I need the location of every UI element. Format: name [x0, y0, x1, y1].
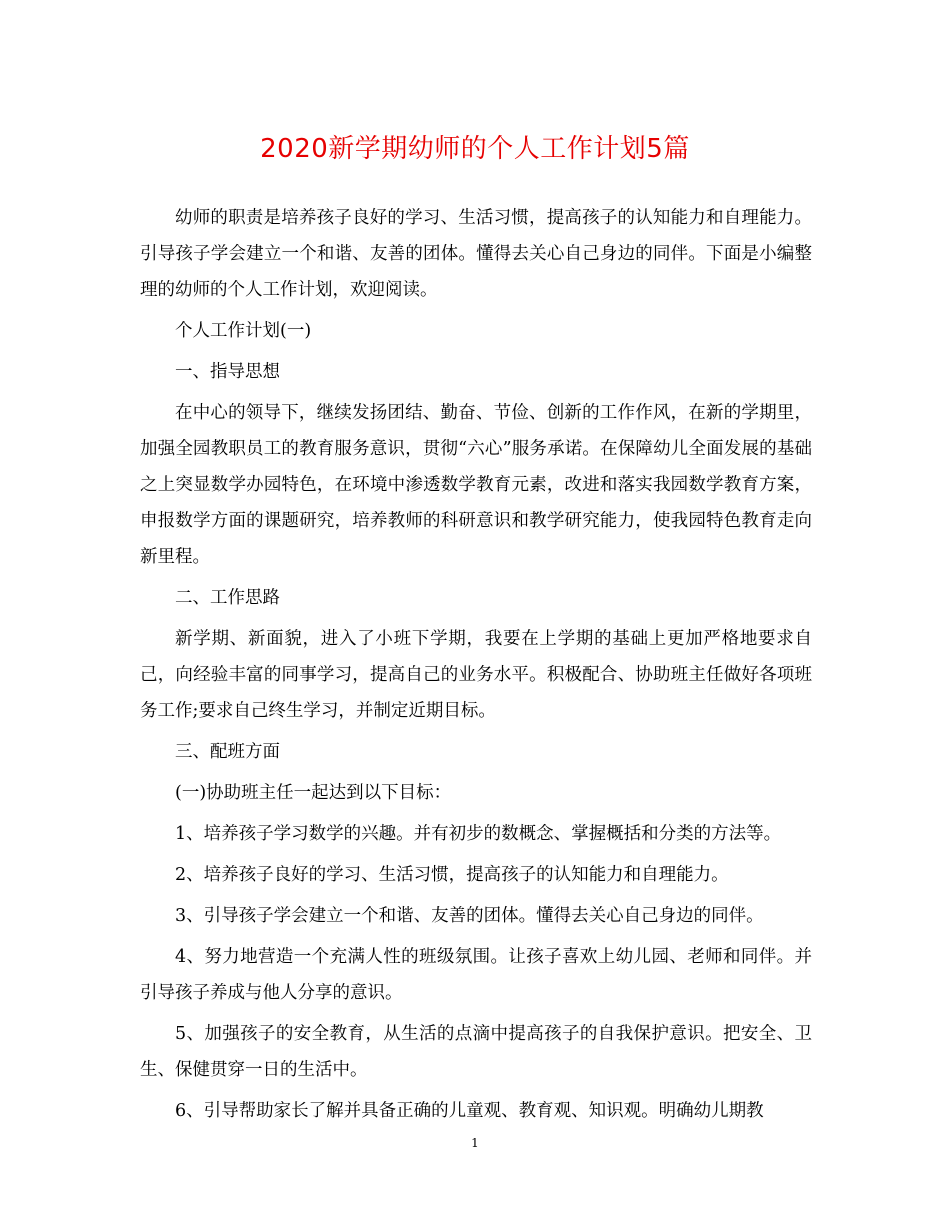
- document-body: [140, 200, 812, 1129]
- section-heading-plan-one: 个人工作计划(一): [175, 321, 312, 341]
- list-item: 4、努力地营造一个充满人性的班级氛围。让孩子喜欢上幼儿园、老师和同伴。并引导孩子养成与他人分享的意识。: [140, 947, 812, 1003]
- intro-paragraph: 幼师的职责是培养孩子良好的学习、生活习惯，提高孩子的认知能力和自理能力。引导孩子学会建立一个和谐、友善的团体。懂得去关心自己身边的同伴。下面是小编整理的幼师的个人工作计划，欢迎阅读。: [140, 208, 812, 300]
- section-heading-work-approach: 二、工作思路: [175, 588, 280, 608]
- work-approach-paragraph: 新学期、新面貌，进入了小班下学期，我要在上学期的基础上更加严格地要求自己，向经验丰富的同事学习，提高自己的业务水平。积极配合、协助班主任做好各项班务工作;要求自己终生学习，并制定近期目标。: [140, 629, 812, 721]
- page-number: 1: [471, 1136, 479, 1150]
- sub-heading-goals: (一)协助班主任一起达到以下目标：: [175, 783, 452, 803]
- guiding-thought-paragraph: 在中心的领导下，继续发扬团结、勤奋、节俭、创新的工作作风，在新的学期里，加强全园教职员工的教育服务意识，贯彻“六心”服务承诺。在保障幼儿全面发展的基础之上突显数学办园特色，在环境中渗透数学教育元素，改进和落实我园数学教育方案，申报数学方面的课题研究，培养教师的科研意识和教学研究能力，使我园特色教育走向新里程。: [140, 403, 812, 567]
- list-item: 5、加强孩子的安全教育，从生活的点滴中提高孩子的自我保护意识。把安全、卫生、保健贯穿一日的生活中。: [140, 1024, 812, 1080]
- list-item: 3、引导孩子学会建立一个和谐、友善的团体。懂得去关心自己身边的同伴。: [175, 906, 764, 926]
- document-title: 2020新学期幼师的个人工作计划5篇: [260, 134, 690, 164]
- list-item: 6、引导帮助家长了解并具备正确的儿童观、教育观、知识观。明确幼儿期教: [175, 1101, 764, 1121]
- section-heading-guiding-thought: 一、指导思想: [175, 362, 280, 382]
- list-item: 2、培养孩子良好的学习、生活习惯，提高孩子的认知能力和自理能力。: [175, 865, 729, 885]
- list-item: 1、培养孩子学习数学的兴趣。并有初步的数概念、掌握概括和分类的方法等。: [175, 824, 782, 844]
- section-heading-class-assistance: 三、配班方面: [175, 742, 280, 762]
